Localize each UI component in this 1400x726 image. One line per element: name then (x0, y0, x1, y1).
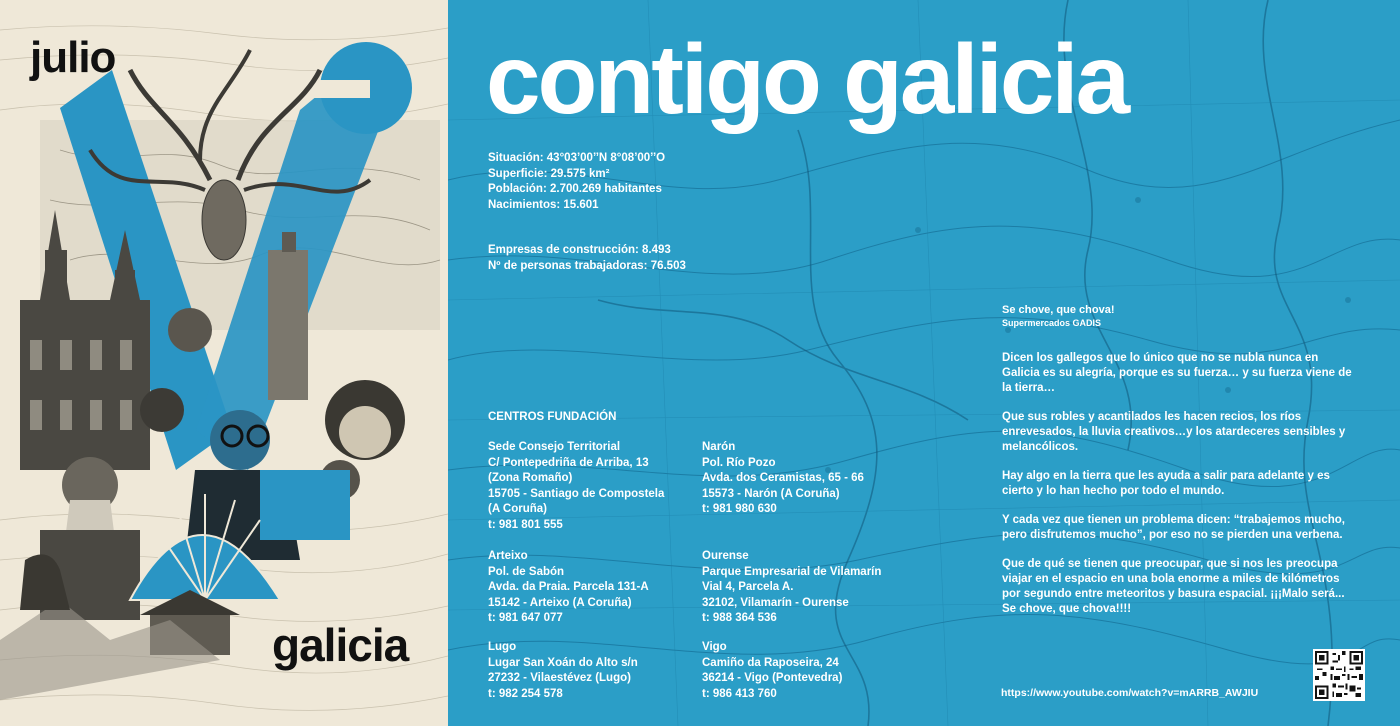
center-line: Avda. da Praia. Parcela 131-A (488, 581, 649, 593)
center-line: 15705 - Santiago de Compostela (488, 487, 665, 500)
center-line: 36214 - Vigo (Pontevedra) (702, 672, 843, 684)
quote-block (1002, 304, 1352, 631)
center-phone: t: 981 801 555 (488, 518, 563, 531)
center-line: Pol. de Sabón (488, 565, 565, 578)
stat-area: Superficie: 29.575 km² (488, 167, 610, 180)
quote-paragraph: Y cada vez que tienen un problema dicen: “trabajemos mucho, pero disfrutemos mucho”, por eso no se pierden una verbena. (1002, 514, 1345, 541)
stats-block (488, 151, 686, 274)
center-phone: t: 986 413 760 (702, 687, 777, 700)
stat-births: Nacimientos: 15.601 (488, 198, 599, 211)
page-title: contigo galicia (486, 24, 1128, 134)
centers-heading: CENTROS FUNDACIÓN (488, 411, 617, 423)
center-line: Parque Empresarial de Vilamarín (702, 565, 882, 578)
center-line: C/ Pontepedriña de Arriba, 13 (488, 456, 649, 469)
quote-paragraph: Que sus robles y acantilados les hacen recios, los ríos enrevesados, la lluvia creativos…y los atardeceres sensibles y melancólicos. (1002, 411, 1346, 453)
collage-panel (0, 0, 448, 726)
center-name: Vigo (702, 641, 727, 653)
center-name: Narón (702, 441, 736, 453)
center-name: Lugo (488, 641, 517, 653)
center-ourense (702, 549, 881, 627)
center-line: Camiño da Raposeira, 24 (702, 656, 839, 669)
collage-illustration (0, 0, 448, 726)
center-name: Sede Consejo Territorial (488, 441, 621, 453)
center-phone: t: 988 364 536 (702, 612, 777, 624)
stat-workers: Nº de personas trabajadoras: 76.503 (488, 259, 686, 272)
region-label: galicia (272, 619, 409, 671)
stat-population: Población: 2.700.269 habitantes (488, 183, 662, 195)
map-panel (448, 0, 1400, 726)
center-line: Vial 4, Parcela A. (702, 581, 794, 593)
quote-title: Se chove, que chova! (1002, 304, 1115, 316)
center-phone: t: 981 647 077 (488, 612, 563, 624)
center-lugo (488, 640, 638, 702)
center-phone: t: 981 980 630 (702, 503, 777, 515)
center-line: (A Coruña) (488, 503, 547, 515)
center-name: Ourense (702, 550, 749, 562)
stat-location: Situación: 43°03’00’’N 8°08’00’’O (488, 152, 666, 164)
center-line: 15142 - Arteixo (A Coruña) (488, 596, 632, 609)
brand-label: Supermercados GADIS (1002, 318, 1102, 328)
center-line: Lugar San Xoán do Alto s/n (488, 656, 638, 669)
center-line: Pol. Río Pozo (702, 456, 776, 469)
center-phone: t: 982 254 578 (488, 687, 563, 700)
center-line: 15573 - Narón (A Coruña) (702, 487, 840, 500)
quote-paragraph: Que de qué se tienen que preocupar, que si nos les preocupa viajar en el espacio en una bola enorme a miles de kilómetros por segundo entre meteoritos y basura espacial. ¡¡¡Malo será... Se chove, que chova!!!! (1002, 558, 1345, 615)
center-line: Avda. dos Ceramistas, 65 - 66 (702, 472, 864, 484)
youtube-link[interactable]: https://www.youtube.com/watch?v=mARRB_AWJIU (1001, 687, 1259, 699)
center-name: Arteixo (488, 550, 528, 562)
center-line: 32102, Vilamarín - Ourense (702, 596, 849, 609)
quote-paragraph: Dicen los gallegos que lo único que no se nubla nunca en Galicia es su alegría, porque es su fuerza… y su fuerza viene de la tierra… (1002, 352, 1352, 394)
center-arteixo (488, 549, 649, 627)
stat-companies: Empresas de construcción: 8.493 (488, 244, 671, 256)
center-vigo (702, 640, 842, 702)
month-label: julio (30, 33, 116, 82)
center-line: 27232 - Vilaestévez (Lugo) (488, 672, 631, 684)
center-sede (488, 440, 664, 533)
quote-paragraph: Hay algo en la tierra que les ayuda a salir para adelante y es cierto y lo han hecho por todo el mundo. (1002, 470, 1330, 497)
center-naron (702, 440, 864, 518)
center-line: (Zona Romaño) (488, 472, 573, 484)
qr-code-icon[interactable] (1313, 649, 1365, 701)
